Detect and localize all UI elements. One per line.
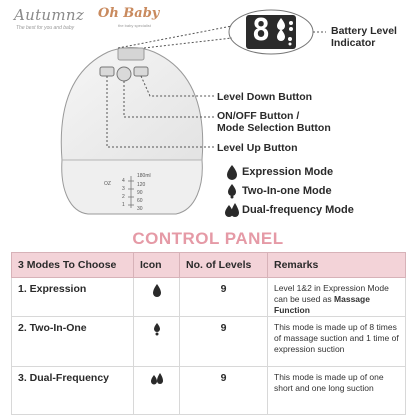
- drop-dots-icon: [277, 29, 285, 41]
- mode-icon-cell: [134, 367, 180, 415]
- table-row: [12, 278, 406, 317]
- drop-icon: [152, 283, 162, 297]
- level-up-button: [100, 67, 114, 76]
- pump-body: [61, 48, 202, 161]
- header-modes: 3 Modes To Choose: [12, 253, 134, 278]
- mode-name: 2. Two-In-One: [12, 317, 134, 367]
- mode-remarks: This mode is made up of one short and one long suction: [268, 367, 406, 415]
- mode-icon-cell: [134, 317, 180, 367]
- bottle-ml-tick: 60: [137, 198, 143, 204]
- callout-level-up: Level Up Button: [217, 142, 298, 154]
- double-drop-icon: [150, 372, 164, 386]
- bottle-ml-tick: 120: [137, 182, 146, 188]
- legend-expression: Expression Mode: [242, 166, 334, 178]
- partner-sub: the baby specialist: [118, 23, 151, 28]
- remarks-bold: Massage Function: [274, 294, 370, 315]
- drop-icon: [277, 18, 285, 30]
- header-levels: No. of Levels: [180, 253, 268, 278]
- lcd-digit: 8: [252, 13, 271, 48]
- legend-icons: [224, 164, 240, 220]
- table-row: [12, 367, 406, 415]
- bottle-ml-tick: 90: [137, 190, 143, 196]
- control-panel-title: CONTROL PANEL: [132, 229, 284, 248]
- mode-name: 1. Expression: [12, 278, 134, 317]
- callout-battery: Battery Level Indicator: [331, 25, 397, 49]
- level-down-button: [134, 67, 148, 76]
- header-remarks: Remarks: [268, 253, 406, 278]
- mode-levels: 9: [180, 367, 268, 415]
- pump-display: [118, 48, 144, 60]
- mode-levels: 9: [180, 278, 268, 317]
- callout-level-down: Level Down Button: [217, 91, 313, 103]
- bottle-oz-tick: 4: [122, 178, 125, 184]
- bottle-oz-tick: 3: [122, 186, 125, 192]
- mode-levels: 9: [180, 317, 268, 367]
- legend-dual-frequency: Dual-frequency Mode: [242, 204, 354, 216]
- table-row: [12, 317, 406, 367]
- table-header-row: [12, 253, 406, 278]
- mode-remarks: This mode is made up of 8 times of massage suction and 1 time of expression suction: [268, 317, 406, 367]
- bottle-oz-label: OZ: [104, 181, 111, 187]
- mode-icon-cell: [134, 278, 180, 317]
- bottle-ml-tick: 30: [137, 206, 143, 212]
- bottle-oz-tick: 2: [122, 194, 125, 200]
- bottle-oz-tick: 1: [122, 202, 125, 208]
- drop-icon: [227, 165, 237, 180]
- header-icon: Icon: [134, 253, 180, 278]
- legend-two-in-one: Two-In-one Mode: [242, 185, 332, 197]
- mode-name: 3. Dual-Frequency: [12, 367, 134, 415]
- lcd-mode-icons: [276, 17, 296, 47]
- drop-dots-icon: [152, 322, 162, 338]
- brand-tagline: The best for you and baby: [16, 25, 75, 31]
- onoff-button: [117, 67, 131, 81]
- brand-name: Autumnz: [14, 6, 85, 24]
- pump-bottle: [62, 160, 203, 214]
- mode-remarks: Level 1&2 in Expression Mode can be used as Massage Function: [268, 278, 406, 317]
- partner-logo: Oh Baby: [98, 6, 160, 21]
- control-panel-table: [11, 252, 406, 415]
- callout-onoff: ON/OFF Button / Mode Selection Button: [217, 110, 331, 134]
- drop-dots-icon: [228, 184, 236, 196]
- bottle-capacity: 180ml: [137, 173, 151, 179]
